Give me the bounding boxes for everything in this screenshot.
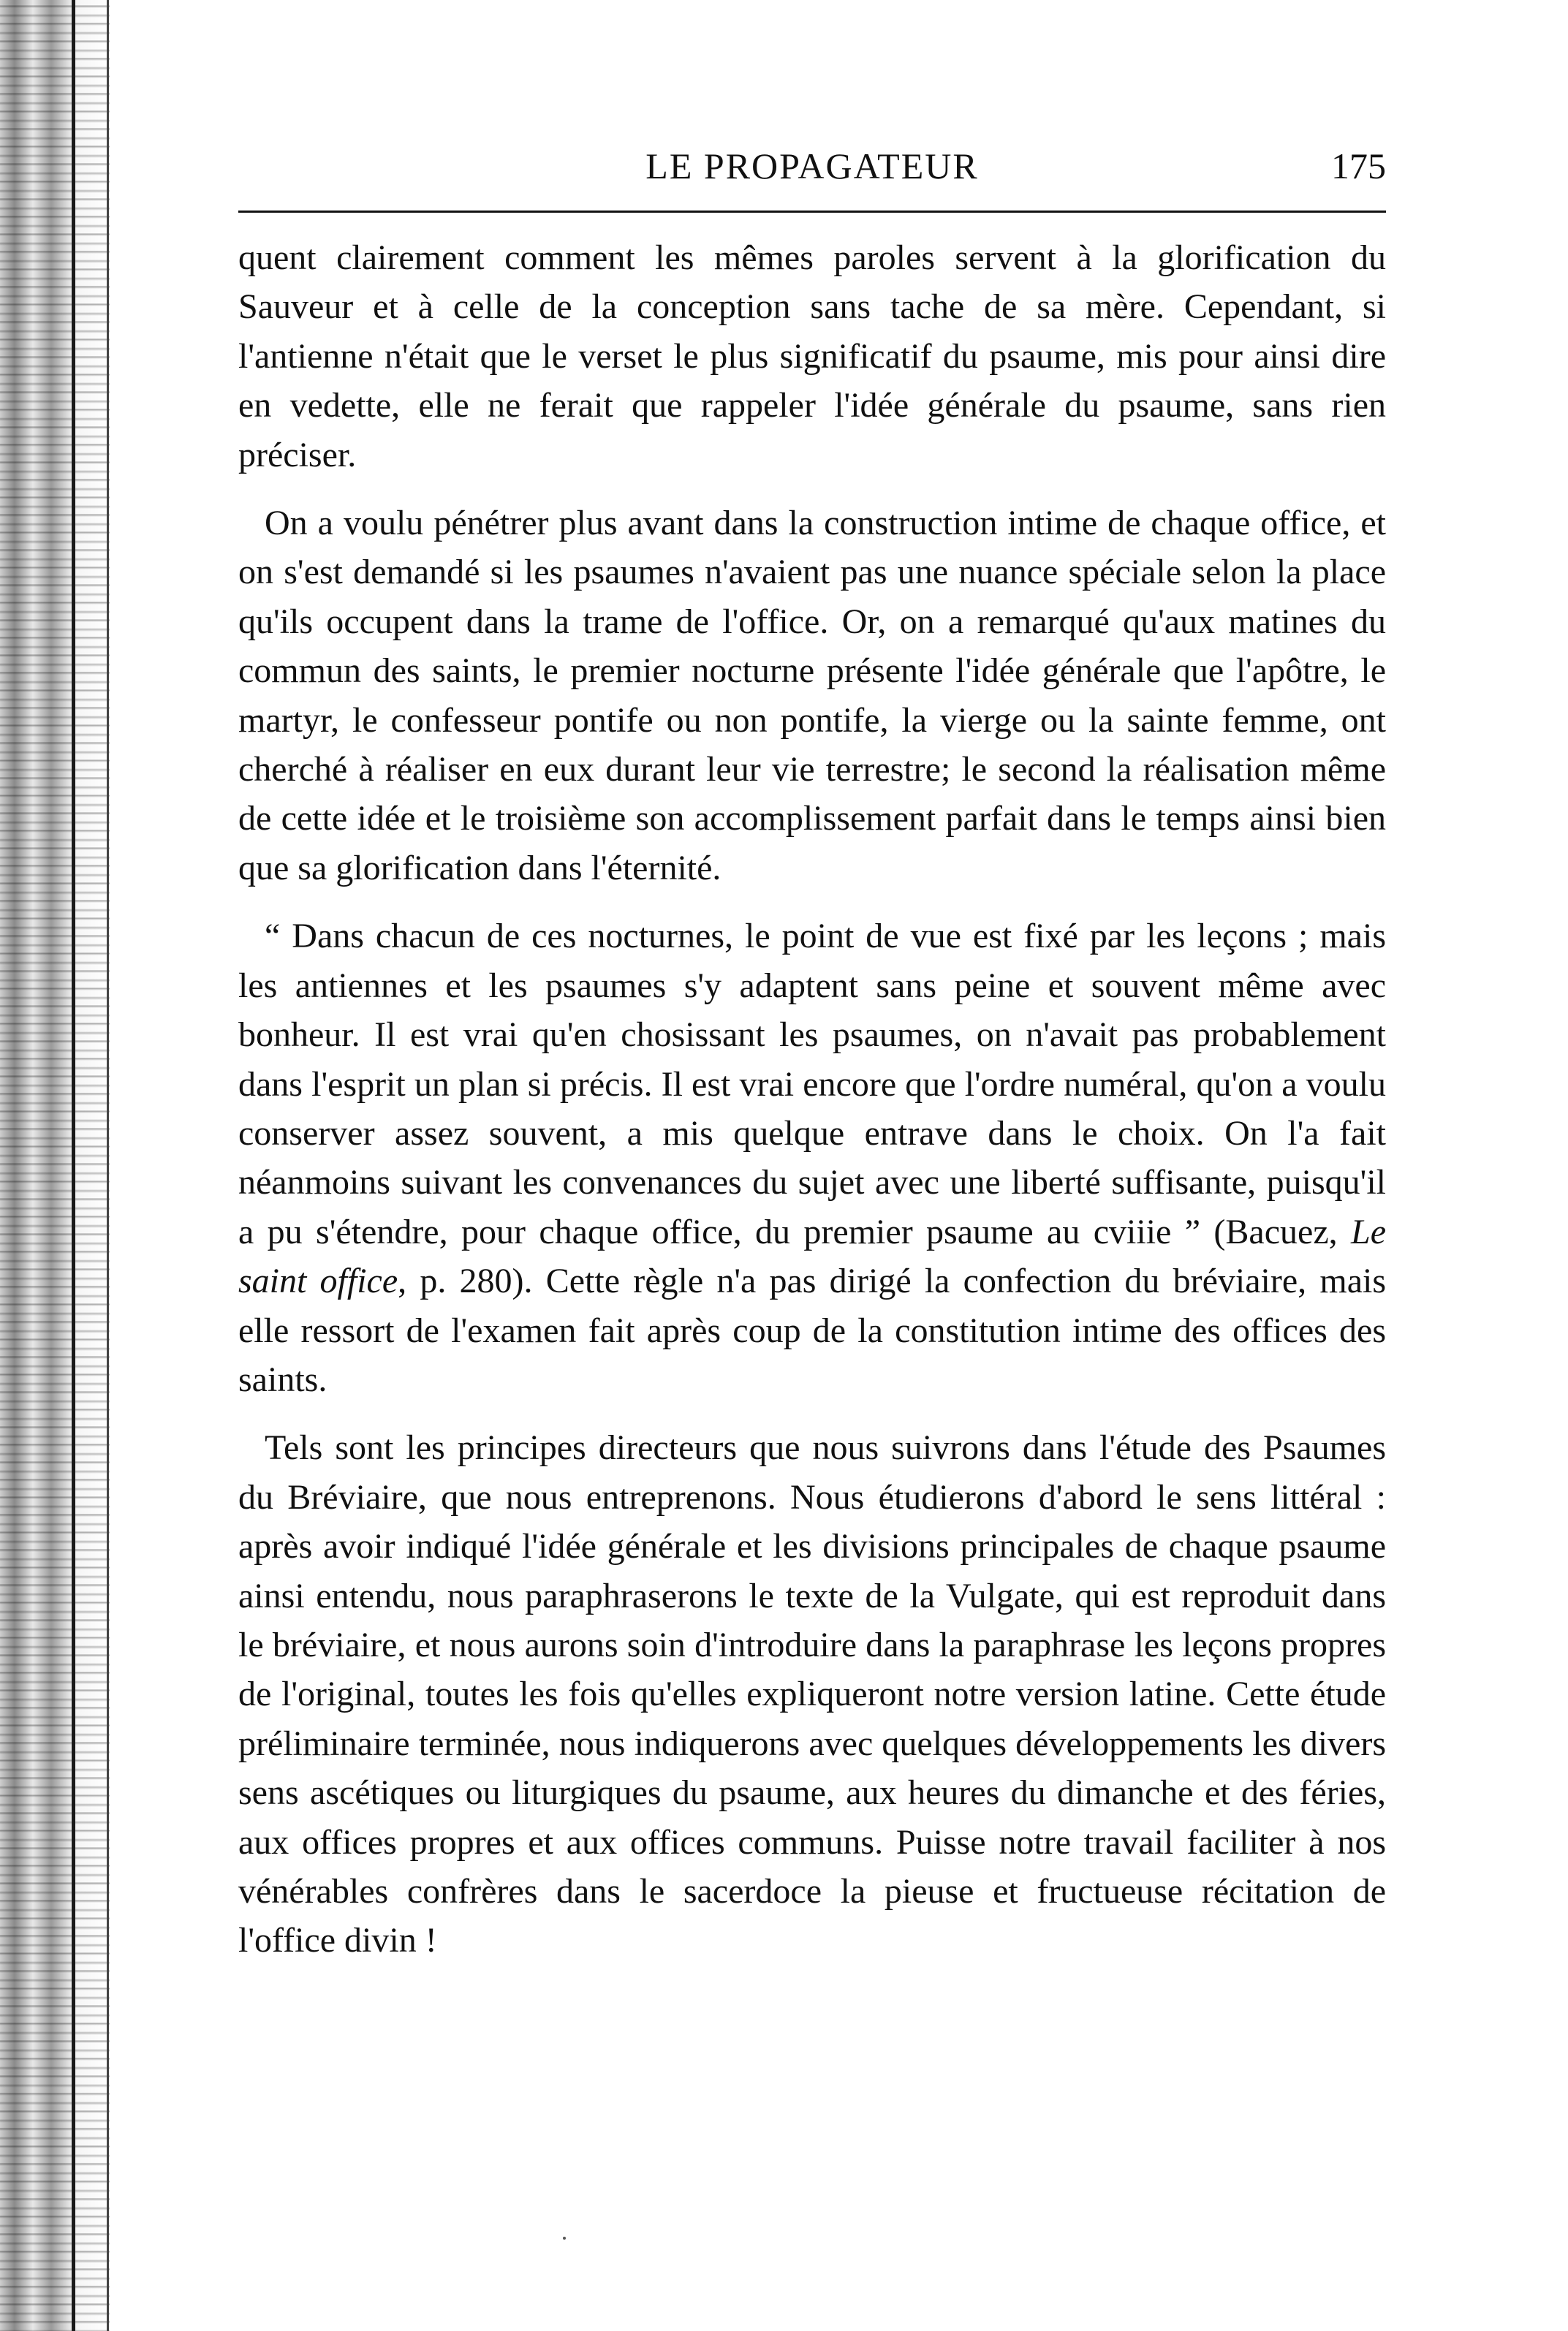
header-rule bbox=[238, 211, 1386, 213]
quotation-text-end: , p. 280). Cette règle n'a pas dirigé la confection du bréviaire, mais elle ressort de l'examen fait après coup de la constitution intime des offices des saints. bbox=[238, 1262, 1387, 1399]
binding-line bbox=[72, 0, 75, 2331]
book-page bbox=[238, 139, 1386, 1966]
paragraph-2: On a voulu pénétrer plus avant dans la construction intime de chaque office, et on s'est demandé si les psaumes n'avaient pas une nuance spéciale selon la place qu'ils occupent dans la trame de l'office. Or, on a remarqué qu'aux matines du commun des saints, le premier nocturne présente l'idée générale que l'apôtre, le martyr, le confesseur pontife ou non pontife, la vierge ou la sainte femme, ont cherché à réaliser en eux durant leur vie terrestre; le second la réalisation même de cette idée et le troisième son accomplissement parfait dans le temps ainsi bien que sa glorification dans l'éternité. bbox=[238, 504, 1386, 887]
running-head bbox=[238, 139, 1386, 197]
paragraph-1: quent clairement comment les mêmes paroles servent à la glorification du Sauveur et à celle de la conception sans tache de sa mère. Cependant, si l'antienne n'était que le verset le plus significatif du psaume, mis pour ainsi dire en vedette, elle ne ferait que rappeler l'idée générale du psaume, sans rien préciser. bbox=[238, 238, 1386, 474]
running-title: LE PROPAGATEUR bbox=[645, 145, 979, 186]
binding-line bbox=[107, 0, 109, 2331]
quotation-text: “ Dans chacun de ces nocturnes, le point de vue est fixé par les leçons ; mais les antiennes et les psaumes s'y adaptent sans peine et souvent même avec bonheur. Il est vrai qu'en chosissant les psaumes, on n'avait pas probablement dans l'esprit un plan si précis. Il est vrai encore que l'ordre numéral, qu'on a voulu conserver assez souvent, a mis quelque entrave dans le choix. On l'a fait néanmoins suivant les convenances du sujet avec une liberté suffisante, puisqu'il a pu s'étendre, pour chaque office, du premier psaume au cviiie ” (Bacuez, bbox=[238, 917, 1386, 1251]
print-speck bbox=[563, 2237, 566, 2240]
paragraph-3-quotation bbox=[238, 911, 1386, 1404]
book-binding-edge bbox=[0, 0, 110, 2331]
paragraph-4: Tels sont les principes directeurs que nous suivrons dans l'étude des Psaumes du Bréviaire, que nous entreprenons. Nous étudierons d'abord le sens littéral : après avoir indiqué l'idée générale et les divisions principales de chaque psaume ainsi entendu, nous paraphraserons le texte de la Vulgate, qui est reproduit dans le bréviaire, et nous aurons soin d'introduire dans la paraphrase les leçons propres de l'original, toutes les fois qu'elles expliqueront notre version latine. Cette étude préliminaire terminée, nous indiquerons avec quelques développements les divers sens ascétiques ou liturgiques du psaume, aux heures du dimanche et des féries, aux offices propres et aux offices communs. Puisse notre travail faciliter à nos vénérables confrères dans le sacerdoce la pieuse et fructueuse récitation de l'office divin ! bbox=[238, 1428, 1386, 1960]
page-number: 175 bbox=[1331, 145, 1386, 186]
cited-work-title: Le saint office bbox=[238, 1212, 1386, 1301]
